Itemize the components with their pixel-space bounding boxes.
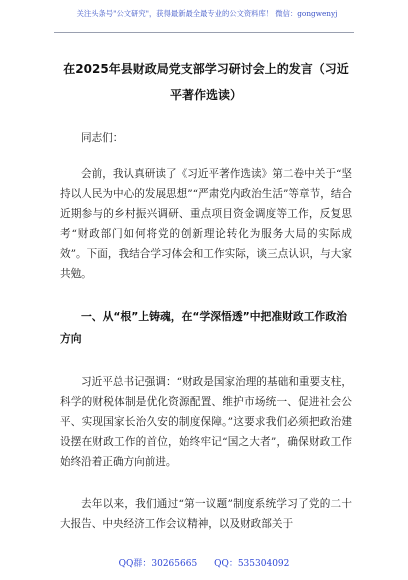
section-1-paragraph-2: 去年以来，我们通过“第一议题”制度系统学习了党的二十大报告、中央经济工作会议精神，以及财政部关于 xyxy=(60,498,352,530)
footer-qq: QQ：535304092 xyxy=(214,559,290,569)
footer-contact xyxy=(0,558,408,570)
document-title: 在2025年县财政局党支部学习研讨会上的发言（习近平著作选读） xyxy=(63,62,349,102)
intro-paragraph: 会前，我认真研读了《习近平著作选读》第二卷中关于“坚持以人民为中心的发展思想”“严肃党内政治生活”等章节，结合近期参与的乡村振兴调研、重点项目资金调度等工作，反复思考“财政部门如何将党的创新理论转化为服务大局的实际成效”。下面，我结合学习体会和工作实际，谈三点认识，与大家共勉。 xyxy=(60,168,352,280)
header-banner: 关注头条号"公文研究"，获得最新最全最专业的公文资料库！ 微信：gongwenyj xyxy=(76,9,338,18)
section-heading-1: 一、从“根”上铸魂，在“学深悟透”中把准财政工作政治方向 xyxy=(60,310,347,345)
header-divider xyxy=(54,32,354,33)
section-1-paragraph-1: 习近平总书记强调：“财政是国家治理的基础和重要支柱，科学的财税体制是优化资源配置、维护市场统一、促进社会公平、实现国家长治久安的制度保障。”这要求我们必须把政治建设摆在财政工作的首位，始终牢记“国之大者”，确保财政工作始终沿着正确方向前进。 xyxy=(60,376,352,468)
document-body xyxy=(60,56,352,534)
greeting: 同志们： xyxy=(81,132,124,144)
footer-qq-group: QQ群：30265665 xyxy=(118,559,198,569)
